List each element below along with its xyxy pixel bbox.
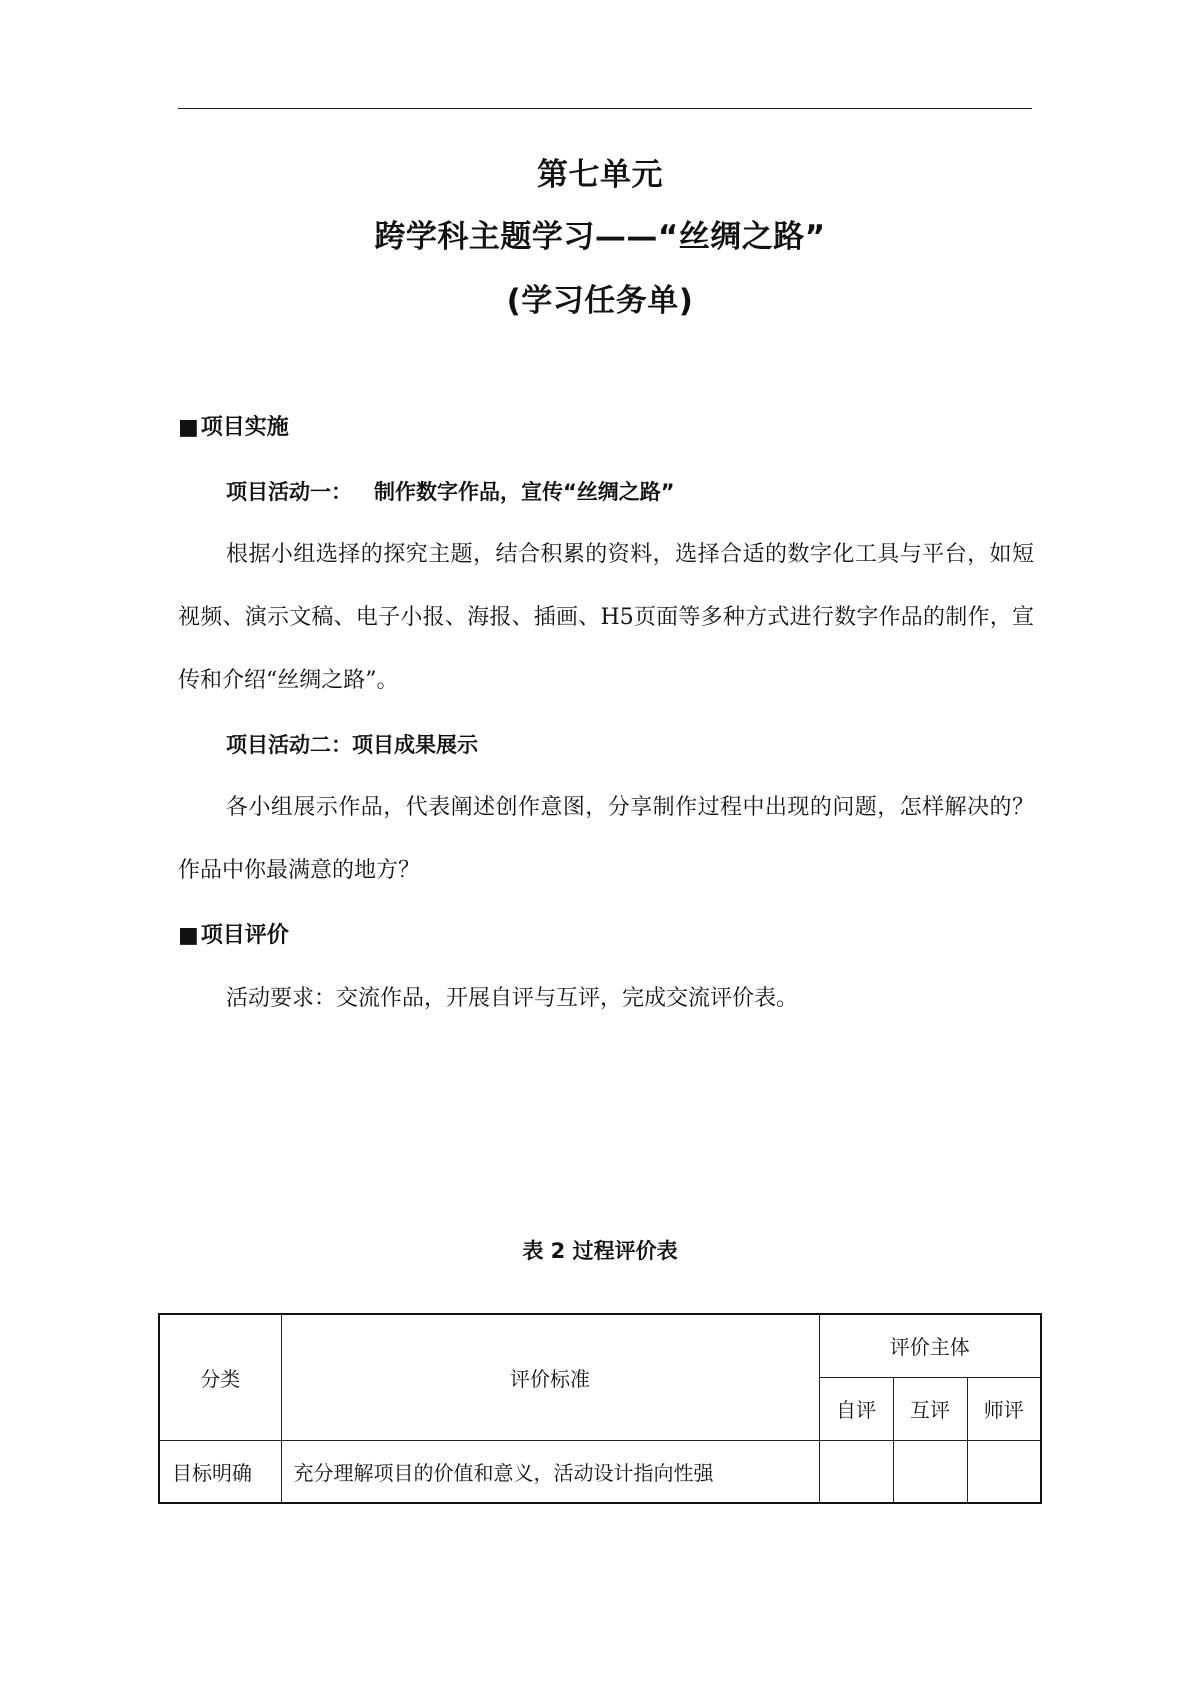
- section-heading-text: 项目实施: [200, 415, 289, 440]
- evaluation-paragraph: 活动要求：交流作品，开展自评与互评，完成交流评价表。: [226, 986, 799, 1011]
- row-self-score[interactable]: [819, 1440, 893, 1503]
- header-peer: 互评: [893, 1377, 967, 1440]
- activity-one-paragraph: 根据小组选择的探究主题，结合积累的资料，选择合适的数字化工具与平台，如短视频、演示文稿、电子小报、海报、插画、H5页面等多种方式进行数字作品的制作，宣传和介绍“丝绸之路”。: [178, 542, 1034, 693]
- table-header-row: [159, 1314, 1041, 1377]
- section-heading-text: 项目评价: [200, 923, 289, 948]
- header-criteria: 评价标准: [281, 1314, 819, 1440]
- section-heading-evaluation: [178, 921, 289, 951]
- row-category: 目标明确: [159, 1440, 281, 1503]
- row-peer-score[interactable]: [893, 1440, 967, 1503]
- unit-title: 第七单元: [537, 157, 663, 193]
- square-bullet-icon: ■: [178, 923, 199, 948]
- document-subtitle: (学习任务单): [506, 283, 694, 319]
- header-teacher: 师评: [967, 1377, 1041, 1440]
- activity-one-prefix: 项目活动一：: [226, 480, 352, 504]
- main-title: 跨学科主题学习——“丝绸之路”: [374, 219, 826, 255]
- activity-two-heading: 项目活动二：项目成果展示: [226, 733, 478, 757]
- header-evaluators: 评价主体: [819, 1314, 1041, 1377]
- process-evaluation-table: [158, 1313, 1042, 1504]
- section-heading-implementation: [178, 413, 289, 443]
- square-bullet-icon: ■: [178, 415, 199, 440]
- header-category: 分类: [159, 1314, 281, 1440]
- activity-two-paragraph: 各小组展示作品，代表阐述创作意图，分享制作过程中出现的问题，怎样解决的？作品中你最满意的地方？: [178, 795, 1034, 883]
- header-rule: [178, 108, 1032, 109]
- activity-one-heading: [226, 477, 675, 507]
- activity-one-title: 制作数字作品，宣传“丝绸之路”: [374, 480, 675, 504]
- header-self: 自评: [819, 1377, 893, 1440]
- row-criteria: 充分理解项目的价值和意义，活动设计指向性强: [281, 1440, 819, 1503]
- row-teacher-score[interactable]: [967, 1440, 1041, 1503]
- table-row: [159, 1440, 1041, 1503]
- table-caption: 表 2 过程评价表: [522, 1239, 678, 1263]
